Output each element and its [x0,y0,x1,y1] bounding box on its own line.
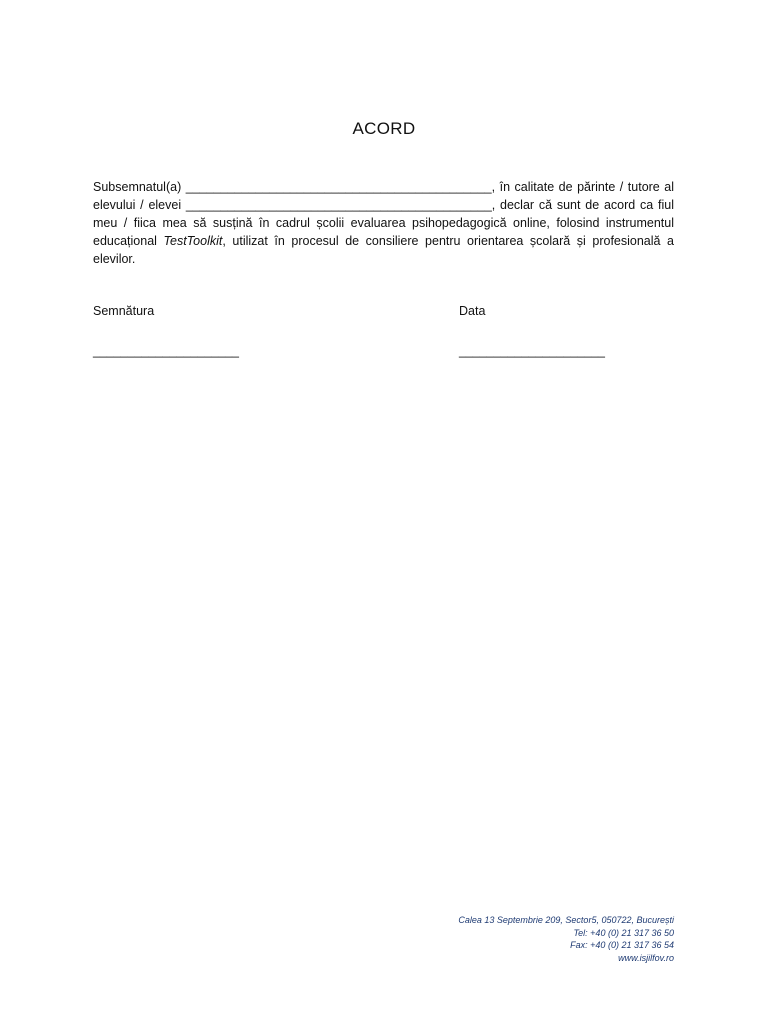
testtoolkit-name: TestToolkit [163,234,223,248]
footer-contact [458,914,674,964]
consent-text-part2: , utilizat în procesul de consiliere pentru orientarea școlară și profesională a elevilor. [93,234,674,266]
document-title: ACORD [352,119,416,138]
footer-web-link[interactable]: www.isjilfov.ro [618,952,674,963]
footer-address: Calea 13 Septembrie 209, Sector5, 050722, București [458,915,674,925]
consent-text-part1: Subsemnatul(a) ____________________________________________, în calitate de părinte / tutore al elevului / elevei ____________________________________________, declar că sunt de acord ca fiul meu / fiica mea să susțină în cadrul școlii evaluarea psihopedagogică online, folosind instrumentul educațional [93,180,674,248]
signature-label: Semnătura [93,304,155,318]
date-label: Data [459,304,486,318]
footer-tel: Tel: +40 (0) 21 317 36 50 [573,927,674,938]
consent-paragraph [93,178,674,268]
date-line: _____________________ [459,344,605,358]
signature-line: _____________________ [93,344,239,358]
footer-fax: Fax: +40 (0) 21 317 36 54 [570,940,674,950]
